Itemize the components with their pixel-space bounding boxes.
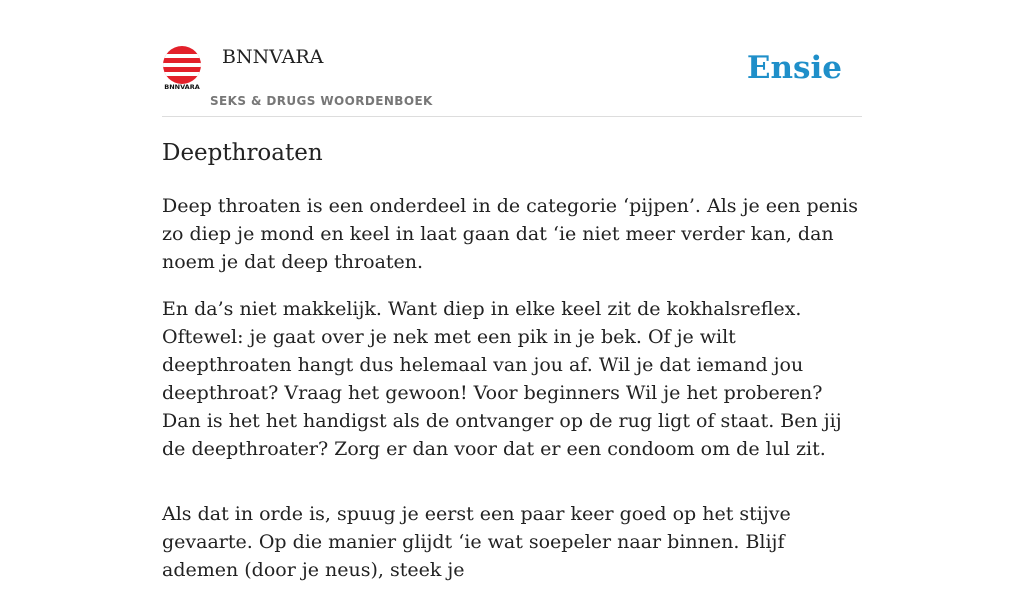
paragraph: Deep throaten is een onderdeel in de categorie ‘pijpen’. Als je een penis zo diep je mond en keel in laat gaan dat ‘ie niet meer verder kan, dan noem je dat deep throaten. — [162, 195, 858, 273]
site-header — [162, 0, 862, 117]
logo-wordmark: BNNVARA — [164, 83, 200, 91]
brand-name: BNNVARA — [222, 46, 324, 68]
paragraph: En da’s niet makkelijk. Want diep in elke keel zit de kokhalsreflex. Oftewel: je gaat over je nek met een pik in je bek. Of je wilt deepthroaten hangt dus helemaal van jou af. Wil je dat iemand jou deepthroat? Vraag het gewoon! Voor beginners Wil je het proberen? Dan is het het handigst als de ontvanger op de rug ligt of staat. Ben jij de deepthroater? Zorg er dan voor dat er een condoom om de lul zit. — [162, 298, 842, 460]
page-title: Deepthroaten — [162, 140, 323, 166]
paragraph: Als dat in orde is, spuug je eerst een paar keer goed op het stijve gevaarte. Op die manier glijdt ‘ie wat soepeler naar binnen. Blijf ademen (door je neus), steek je — [162, 503, 791, 581]
article-body — [162, 192, 862, 603]
dictionary-subtitle[interactable]: SEKS & DRUGS WOORDENBOEK — [210, 94, 433, 108]
ensie-logo-link[interactable]: Ensie — [746, 50, 842, 86]
page — [162, 0, 862, 581]
bnnvara-logo[interactable] — [162, 46, 202, 92]
